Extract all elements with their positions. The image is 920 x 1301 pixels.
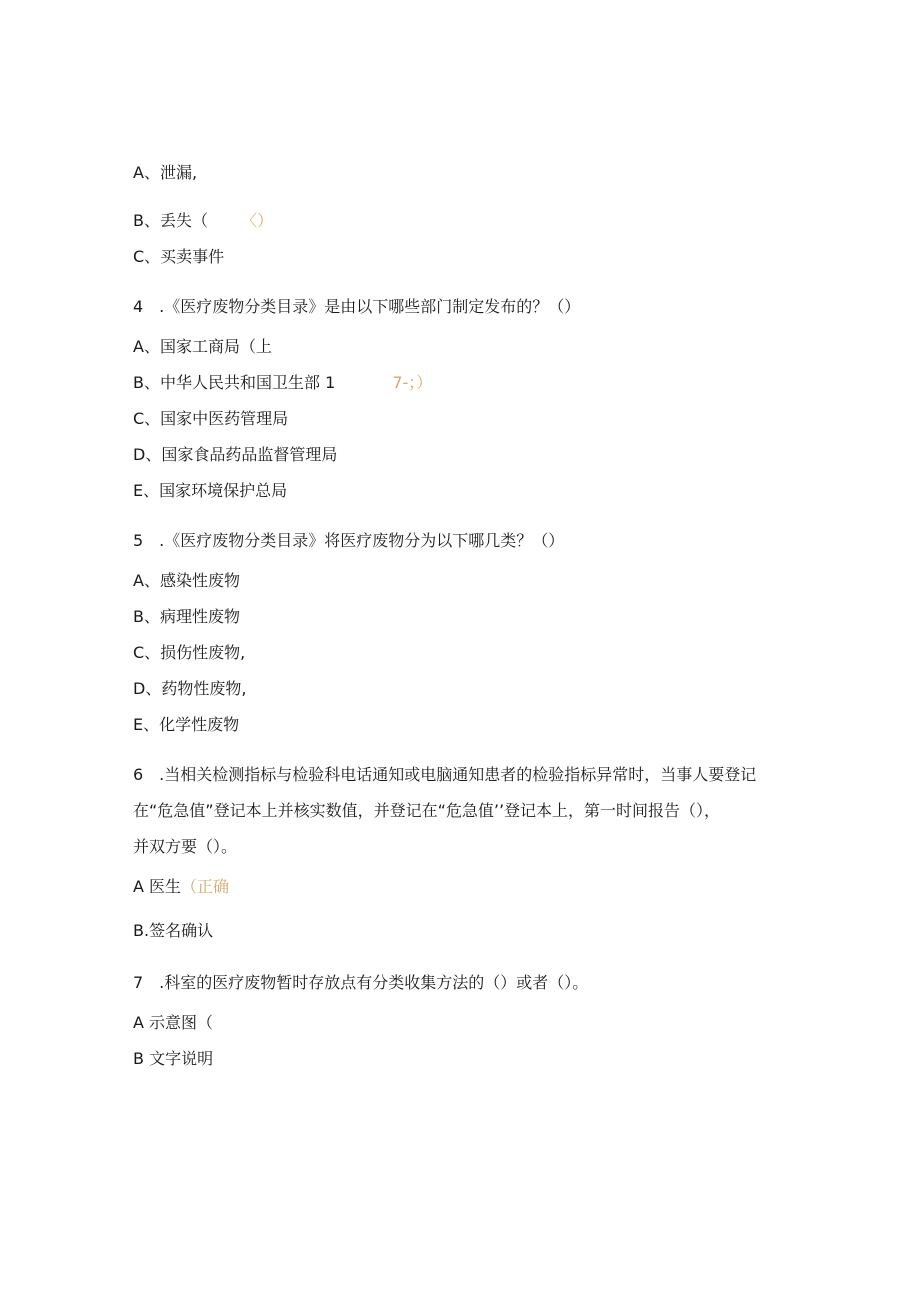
question-4: 4 .《医疗废物分类目录》是由以下哪些部门制定发布的？（） xyxy=(133,297,581,316)
question-6-line-1: 6 .当相关检测指标与检验科电话通知或电脑通知患者的检验指标异常时，当事人要登记 xyxy=(133,765,757,784)
question-7: 7 .科室的医疗废物暂时存放点有分类收集方法的（）或者（）。 xyxy=(133,973,589,992)
q4-option-b-text: B、中华人民共和国卫生部 1 xyxy=(133,373,336,392)
option-trade: C、买卖事件 xyxy=(133,247,225,266)
option-lost xyxy=(133,211,273,231)
handwritten-mark: （正确 xyxy=(181,877,230,896)
option-lost-text: B、丢失（ xyxy=(133,211,208,230)
question-6-line-2: 在“危急值”登记本上并核实数值，并登记在“危急值’’登记本上，第一时间报告（）， xyxy=(133,801,721,820)
q6-option-b: B.签名确认 xyxy=(133,921,214,940)
handwritten-mark: 〈） xyxy=(241,211,274,230)
option-leak: A、泄漏, xyxy=(133,163,198,182)
q6-option-a-text: A 医生 xyxy=(133,877,182,896)
q5-option-a: A、感染性废物 xyxy=(133,571,240,590)
q7-option-b: B 文字说明 xyxy=(133,1049,214,1068)
q4-option-e: E、国家环境保护总局 xyxy=(133,481,288,500)
q4-option-b xyxy=(133,373,432,393)
q4-option-d: D、国家食品药品监督管理局 xyxy=(133,445,338,464)
q4-option-a: A、国家工商局（上 xyxy=(133,337,272,356)
q5-option-d: D、药物性废物, xyxy=(133,679,247,698)
q7-option-a: A 示意图（ xyxy=(133,1013,214,1032)
question-5: 5 .《医疗废物分类目录》将医疗废物分为以下哪几类？（） xyxy=(133,531,565,550)
q5-option-e: E、化学性废物 xyxy=(133,715,240,734)
q5-option-c: C、损伤性废物, xyxy=(133,643,246,662)
question-6-line-3: 并双方要（）。 xyxy=(133,837,238,856)
handwritten-mark: 7-；） xyxy=(392,373,433,392)
q6-option-a xyxy=(133,877,229,897)
q5-option-b: B、病理性废物 xyxy=(133,607,240,626)
q4-option-c: C、国家中医药管理局 xyxy=(133,409,289,428)
